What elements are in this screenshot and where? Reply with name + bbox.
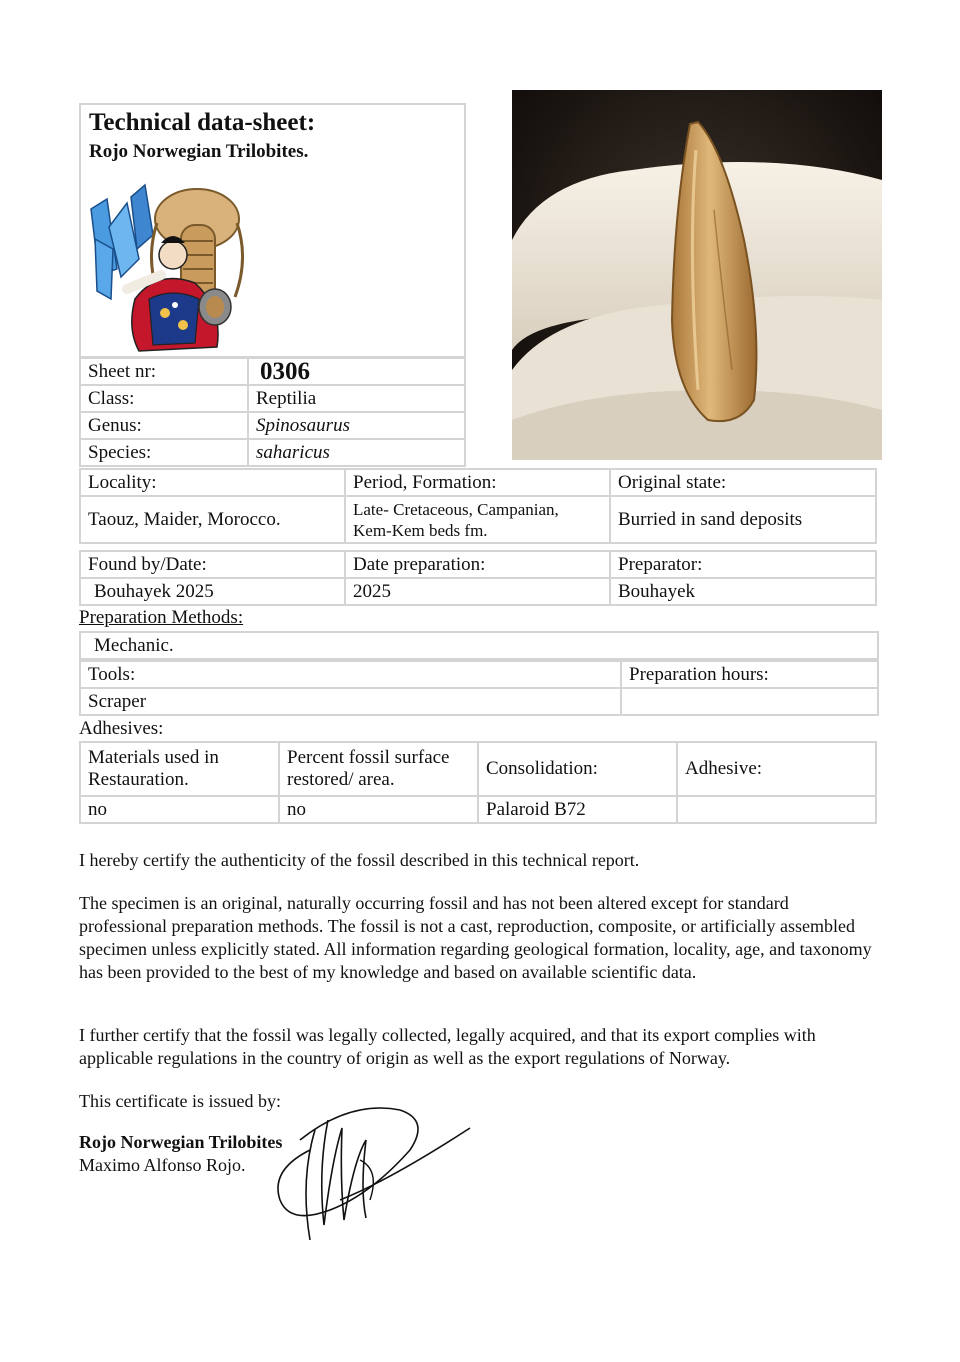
period-label: Period, Formation: xyxy=(344,468,611,497)
date-preparation-value: 2025 xyxy=(344,577,611,606)
trilobite-samurai-logo xyxy=(87,179,247,355)
consolidation-label: Consolidation: xyxy=(477,741,678,797)
materials-label: Materials used in Restauration. xyxy=(79,741,280,797)
certificate-paragraph-3: I further certify that the fossil was legally collected, legally acquired, and that its export complies with applicable regulations in the country of origin as well as the export regulations of Norway. xyxy=(79,1025,816,1068)
tools-label: Tools: xyxy=(79,660,622,689)
percent-restored-value: no xyxy=(278,795,479,824)
preparation-method-value: Mechanic. xyxy=(79,631,879,660)
consolidation-value: Palaroid B72 xyxy=(477,795,678,824)
preparation-hours-value xyxy=(620,687,879,716)
adhesive-value xyxy=(676,795,877,824)
period-value xyxy=(344,495,611,544)
preparation-hours-label: Preparation hours: xyxy=(620,660,879,689)
species-value: saharicus xyxy=(247,438,466,467)
fossil-tooth-photo xyxy=(512,90,882,460)
sheet-nr-label: Sheet nr: xyxy=(79,357,249,386)
date-preparation-label: Date preparation: xyxy=(344,550,611,579)
tools-value: Scraper xyxy=(79,687,622,716)
found-by-value: Bouhayek 2025 xyxy=(79,577,346,606)
sheet-nr-value: 0306 xyxy=(247,357,466,386)
issued-by-text: This certificate is issued by: xyxy=(79,1091,281,1111)
percent-restored-label: Percent fossil surface restored/ area. xyxy=(278,741,479,797)
issuer-company: Rojo Norwegian Trilobites xyxy=(79,1132,283,1152)
species-label: Species: xyxy=(79,438,249,467)
locality-value: Taouz, Maider, Morocco. xyxy=(79,495,346,544)
certificate-paragraph-1: I hereby certify the authenticity of the fossil described in this technical report. xyxy=(79,850,640,870)
original-state-value: Burried in sand deposits xyxy=(609,495,877,544)
adhesives-heading: Adhesives: xyxy=(79,718,164,739)
preparation-methods-heading: Preparation Methods: xyxy=(79,607,244,628)
handwritten-signature xyxy=(270,1100,480,1250)
preparator-value: Bouhayek xyxy=(609,577,877,606)
sheet-title: Technical data-sheet: xyxy=(89,109,316,136)
adhesive-label: Adhesive: xyxy=(676,741,877,797)
certificate-paragraph-2: The specimen is an original, naturally occurring fossil and has not been altered except for standard professional preparation methods. The fossil is not a cast, reproduction, composite, or artificially assembled specimen unless explicitly stated. All information regarding geological formation, locality, age, and taxonomy has been provided to the best of my knowledge and based on available scientific data. xyxy=(79,893,872,982)
issuer-name: Maximo Alfonso Rojo. xyxy=(79,1155,246,1175)
original-state-label: Original state: xyxy=(609,468,877,497)
genus-label: Genus: xyxy=(79,411,249,440)
preparator-label: Preparator: xyxy=(609,550,877,579)
period-value-line1: Late- Cretaceous, Campanian, xyxy=(353,499,559,519)
genus-value: Spinosaurus xyxy=(247,411,466,440)
materials-value: no xyxy=(79,795,280,824)
found-by-label: Found by/Date: xyxy=(79,550,346,579)
title-box xyxy=(79,103,466,358)
period-value-line2: Kem-Kem beds fm. xyxy=(353,520,488,540)
locality-label: Locality: xyxy=(79,468,346,497)
company-name: Rojo Norwegian Trilobites. xyxy=(89,141,309,162)
class-label: Class: xyxy=(79,384,249,413)
class-value: Reptilia xyxy=(247,384,466,413)
